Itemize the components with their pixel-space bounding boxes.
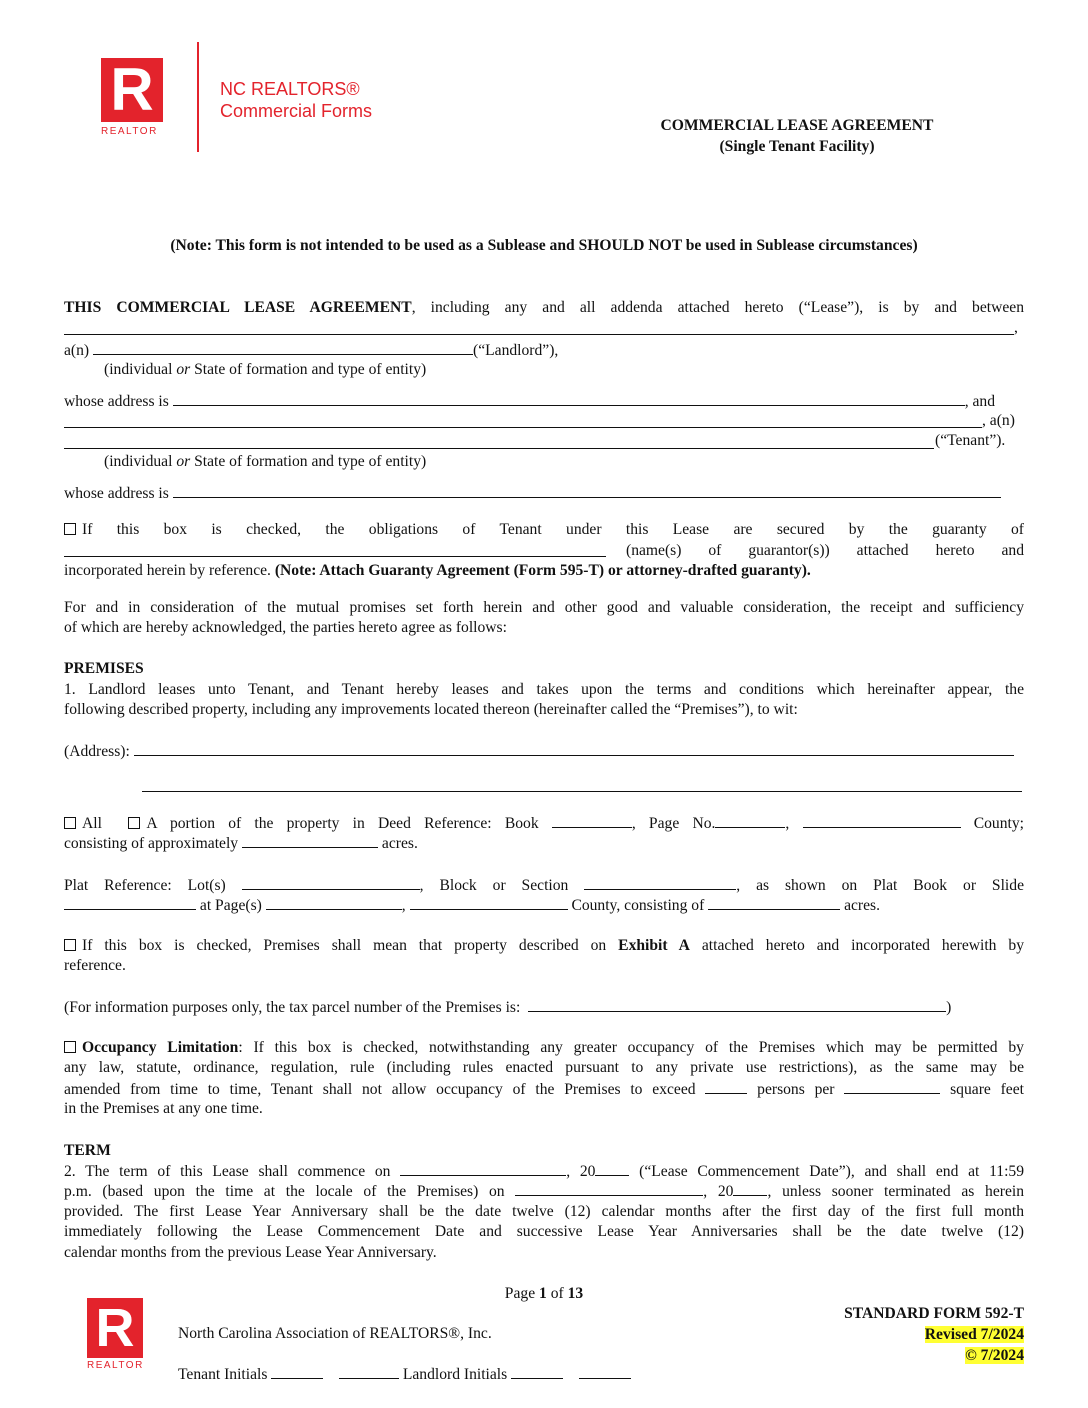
premises-address-field-2[interactable] bbox=[142, 791, 1022, 792]
landlord-initials-field-1[interactable] bbox=[511, 1364, 563, 1379]
persons-field[interactable] bbox=[705, 1079, 747, 1094]
address-line bbox=[64, 741, 1024, 762]
revised-date bbox=[744, 1324, 1024, 1345]
landlord-address-field[interactable] bbox=[173, 391, 965, 406]
logo-caption: REALTOR bbox=[101, 126, 158, 137]
acres-label: acres. bbox=[381, 835, 418, 852]
an-comma-label: , a(n) bbox=[982, 412, 1015, 429]
end-date-field[interactable] bbox=[515, 1181, 703, 1196]
premises-heading: PREMISES bbox=[64, 660, 144, 677]
copyright-text: © 7/2024 bbox=[965, 1347, 1024, 1364]
block-field[interactable] bbox=[584, 875, 736, 890]
footer-logo-letter: R bbox=[95, 1298, 135, 1358]
acreage-line bbox=[64, 833, 1024, 854]
all-label: All bbox=[82, 815, 102, 832]
guaranty-checkbox[interactable] bbox=[64, 523, 76, 535]
address-label: (Address): bbox=[64, 743, 130, 760]
portion-checkbox[interactable] bbox=[128, 817, 140, 829]
sublease-note: (Note: This form is not intended to be used as a Sublease and SHOULD NOT be used in Sublease circumstances) bbox=[170, 237, 918, 254]
hint-pre: (individual bbox=[104, 361, 177, 378]
term-text-1b: , 20 bbox=[566, 1163, 596, 1180]
guarantor-name-field[interactable] bbox=[64, 556, 606, 557]
occupancy-text-3a: amended from time to time, Tenant shall not allow occupancy of the Premises to exceed bbox=[64, 1081, 696, 1098]
tax-parcel-label: (For information purposes only, the tax parcel number of the Premises is: bbox=[64, 999, 521, 1016]
exhibit-text-2: attached hereto and incorporated herewith by bbox=[689, 937, 1025, 954]
brand-divider bbox=[197, 42, 199, 152]
hint-or: or bbox=[176, 361, 191, 378]
hint-post: State of formation and type of entity) bbox=[190, 361, 427, 378]
tax-parcel-field[interactable] bbox=[528, 997, 946, 1012]
occupancy-heading: Occupancy Limitation bbox=[82, 1039, 239, 1056]
guaranty-text-3: incorporated herein by reference. bbox=[64, 562, 275, 579]
footer-realtor-logo bbox=[87, 1298, 143, 1358]
tax-close: ) bbox=[946, 999, 952, 1016]
tenant-initials-label: Tenant Initials bbox=[178, 1366, 268, 1383]
term-heading: TERM bbox=[64, 1142, 111, 1159]
lots-label: Plat Reference: Lot(s) bbox=[64, 877, 226, 894]
comma: , bbox=[1014, 319, 1018, 336]
landlord-entity-hint bbox=[104, 360, 1064, 380]
brand-line-2: Commercial Forms bbox=[220, 101, 373, 121]
consisting-label: consisting of approximately bbox=[64, 835, 239, 852]
county-field[interactable] bbox=[803, 813, 961, 828]
realtor-logo bbox=[101, 58, 163, 122]
exhibit-line-1 bbox=[64, 936, 1024, 956]
occupancy-text-3c: square feet bbox=[950, 1081, 1024, 1098]
initials-line bbox=[178, 1364, 631, 1385]
and-label: , and bbox=[964, 393, 996, 410]
page-pre: Page bbox=[504, 1285, 540, 1302]
intro-line bbox=[64, 298, 1024, 318]
page-number: 1 bbox=[539, 1285, 547, 1302]
page-no-field[interactable] bbox=[715, 813, 785, 828]
tax-parcel-line bbox=[64, 997, 1024, 1018]
guaranty-note: (Note: Attach Guaranty Agreement (Form 595-T) or attorney-drafted guaranty). bbox=[274, 562, 811, 579]
tenant-initials-field-2[interactable] bbox=[339, 1364, 399, 1379]
occupancy-checkbox[interactable] bbox=[64, 1041, 76, 1053]
page-indicator bbox=[444, 1283, 644, 1304]
landlord-initials-field-2[interactable] bbox=[579, 1364, 631, 1379]
block-label: , Block or Section bbox=[419, 877, 569, 894]
tenant-initials-field-1[interactable] bbox=[271, 1364, 323, 1379]
landlord-tag: (“Landlord”), bbox=[473, 342, 559, 359]
brand-line-1: NC REALTORS® bbox=[220, 79, 360, 99]
commencement-date-field[interactable] bbox=[400, 1161, 566, 1176]
landlord-address-line bbox=[64, 391, 1024, 412]
intro-rest: , including any and all addenda attached hereto (“Lease”), is by and between bbox=[411, 299, 1024, 316]
intro-bold: THIS COMMERCIAL LEASE AGREEMENT bbox=[64, 299, 412, 316]
document-title: COMMERCIAL LEASE AGREEMENT bbox=[660, 117, 934, 134]
whose-address-label: whose address is bbox=[64, 393, 169, 410]
occupancy-line-3 bbox=[64, 1079, 1024, 1100]
book-field[interactable] bbox=[552, 813, 632, 828]
hint-post: State of formation and type of entity) bbox=[190, 453, 427, 470]
exhibit-line-2: reference. bbox=[64, 957, 126, 974]
guaranty-text-2: (name(s) of guarantor(s)) attached hereto and bbox=[626, 542, 1024, 559]
logo-letter: R bbox=[110, 56, 154, 123]
occupancy-text-1: : If this box is checked, notwithstanding any greater occupancy of the Premises which may be permitted by bbox=[238, 1039, 1024, 1056]
deed-line: All A portion of the property in Deed Reference: Book , Page No. , County; bbox=[64, 813, 1024, 834]
portion-label: A portion of the property in Deed Reference: Book bbox=[146, 815, 539, 832]
landlord-name-field[interactable] bbox=[64, 334, 1014, 335]
guaranty-text-1: If this box is checked, the obligations of Tenant under this Lease are secured by the guaranty of bbox=[82, 521, 1024, 538]
term-line-3: provided. The first Lease Year Anniversary shall be the date twelve (12) calendar months after the first day of the first full month bbox=[64, 1203, 1024, 1220]
hint-pre: (individual bbox=[104, 453, 177, 470]
landlord-entity-field[interactable] bbox=[93, 340, 473, 355]
tenant-entity-field[interactable] bbox=[64, 448, 934, 449]
landlord-entity-line bbox=[64, 340, 1024, 361]
term-line-4: immediately following the Lease Commencement Date and successive Lease Year Anniversaries shall be the date twelve (12) bbox=[64, 1223, 1024, 1240]
all-checkbox[interactable] bbox=[64, 817, 76, 829]
consideration-line-1: For and in consideration of the mutual promises set forth herein and other good and valuable consideration, the receipt and sufficiency bbox=[64, 599, 1024, 616]
exhibit-text: If this box is checked, Premises shall mean that property described on bbox=[82, 937, 619, 954]
plat-book-field[interactable] bbox=[64, 895, 196, 910]
landlord-initials-label: Landlord Initials bbox=[402, 1366, 508, 1383]
plat-county-field[interactable] bbox=[410, 895, 568, 910]
plat-county-label: County, consisting of bbox=[571, 897, 705, 914]
term-text-2a: p.m. (based upon the time at the locale of the Premises) on bbox=[64, 1183, 505, 1200]
guaranty-line-3 bbox=[64, 561, 1024, 581]
occupancy-line-2: any law, statute, ordinance, regulation, rule (including rules enacted pursuant to any private use restrictions), as the same may be bbox=[64, 1059, 1024, 1076]
page-mid: of bbox=[546, 1285, 568, 1302]
consideration-line-2: of which are hereby acknowledged, the parties hereto agree as follows: bbox=[64, 619, 507, 636]
premises-address-field[interactable] bbox=[134, 741, 1014, 756]
end-year-field[interactable] bbox=[733, 1181, 767, 1196]
occupancy-line-1 bbox=[64, 1038, 1024, 1058]
tenant-address-field[interactable] bbox=[173, 483, 1001, 498]
lots-field[interactable] bbox=[242, 875, 420, 890]
term-line-1 bbox=[64, 1161, 1024, 1182]
commencement-year-field[interactable] bbox=[595, 1161, 629, 1176]
pages-field[interactable] bbox=[266, 895, 402, 910]
copyright bbox=[744, 1345, 1024, 1366]
tenant-name-field[interactable] bbox=[64, 427, 982, 428]
form-name: STANDARD FORM 592-T bbox=[844, 1305, 1024, 1322]
revised-text: Revised 7/2024 bbox=[924, 1326, 1024, 1343]
term-text-1c: (“Lease Commencement Date”), and shall end at 11:59 bbox=[629, 1163, 1025, 1180]
term-line-2 bbox=[64, 1181, 1024, 1202]
premises-line-2: following described property, including any improvements located thereon (hereinafter called the “Premises”), to wit: bbox=[64, 701, 798, 718]
occupancy-text-3b: persons per bbox=[757, 1081, 835, 1098]
plat-line-2: at Page(s) , County, consisting of acres. bbox=[64, 895, 1024, 916]
guaranty-line-1 bbox=[64, 520, 1024, 540]
county-label: County; bbox=[973, 815, 1024, 832]
document-subtitle: (Single Tenant Facility) bbox=[719, 138, 875, 155]
acreage-field[interactable] bbox=[242, 833, 378, 848]
term-text-1a: 2. The term of this Lease shall commence on bbox=[64, 1163, 391, 1180]
pages-label: at Page(s) bbox=[199, 897, 262, 914]
hint-or: or bbox=[176, 453, 191, 470]
occupancy-line-4: in the Premises at any one time. bbox=[64, 1100, 263, 1117]
plat-acreage-field[interactable] bbox=[708, 895, 840, 910]
tenant-entity-hint bbox=[104, 452, 1064, 472]
plat-book-label: , as shown on Plat Book or Slide bbox=[736, 877, 1024, 894]
exhibit-checkbox[interactable] bbox=[64, 939, 76, 951]
an-label: a(n) bbox=[64, 342, 90, 359]
plat-acres-label: acres. bbox=[844, 897, 881, 914]
term-text-2b: , 20 bbox=[703, 1183, 734, 1200]
footer-logo-caption: REALTOR bbox=[87, 1360, 144, 1371]
premises-line-1: 1. Landlord leases unto Tenant, and Tenant hereby leases and takes upon the terms and conditions which hereinafter appear, the bbox=[64, 681, 1024, 698]
exhibit-a: Exhibit A bbox=[618, 937, 690, 954]
plat-line-1 bbox=[64, 875, 1024, 896]
whose-address-label: whose address is bbox=[64, 485, 169, 502]
term-line-5: calendar months from the previous Lease Year Anniversary. bbox=[64, 1244, 437, 1261]
tenant-address-line bbox=[64, 483, 1024, 504]
page-total: 13 bbox=[567, 1285, 584, 1302]
tenant-tag: (“Tenant”). bbox=[935, 432, 1006, 449]
page-no-label: , Page No. bbox=[631, 815, 716, 832]
association-name: North Carolina Association of REALTORS®, Inc. bbox=[178, 1325, 492, 1342]
square-feet-field[interactable] bbox=[844, 1079, 940, 1094]
term-text-2c: , unless sooner terminated as herein bbox=[767, 1183, 1025, 1200]
